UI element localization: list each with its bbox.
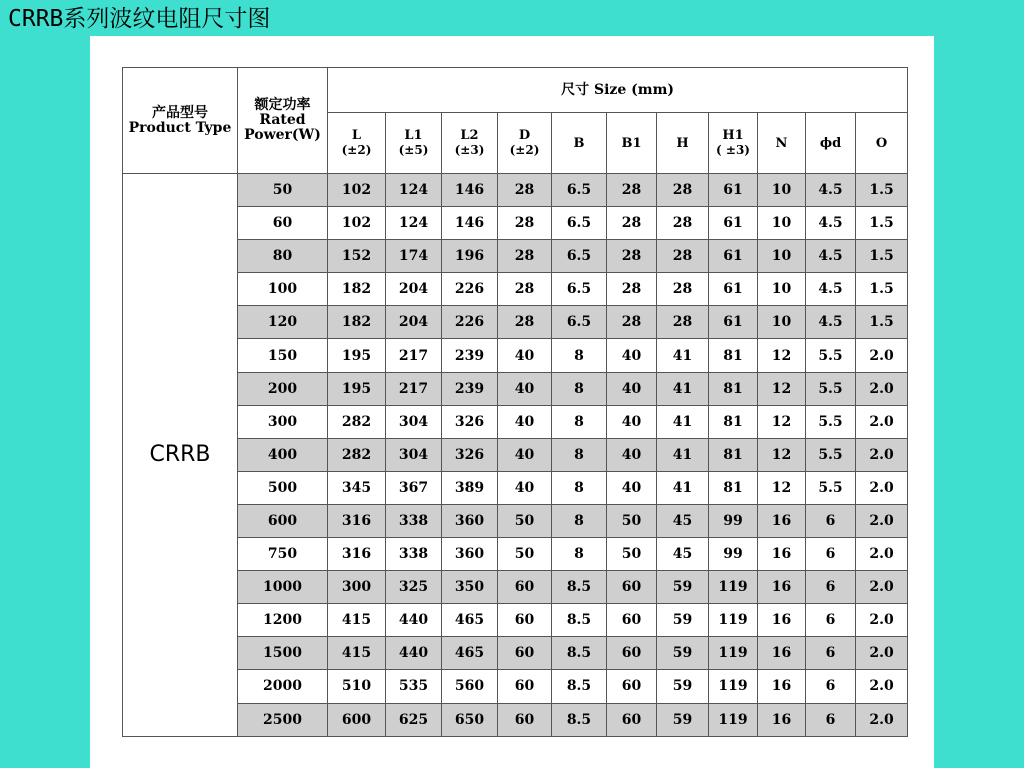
table-cell: 16 (758, 637, 806, 670)
column-header-name: H1 (722, 128, 744, 143)
table-cell: 10 (758, 306, 806, 339)
table-cell: 40 (498, 438, 552, 471)
rated-power-cell: 600 (238, 504, 328, 537)
table-cell: 239 (442, 372, 498, 405)
column-header-tolerance: (±5) (398, 143, 429, 157)
table-cell: 1.5 (856, 207, 908, 240)
table-cell: 440 (386, 637, 442, 670)
column-header-name: H (676, 135, 689, 151)
table-cell: 8.5 (552, 670, 607, 703)
table-cell: 41 (657, 372, 709, 405)
table-row (123, 339, 908, 372)
table-cell: 226 (442, 306, 498, 339)
table-cell: 350 (442, 571, 498, 604)
column-header-name: O (875, 135, 888, 151)
table-row (123, 372, 908, 405)
table-cell: 59 (657, 703, 709, 736)
table-cell: 41 (657, 438, 709, 471)
column-header-tolerance: ( ±3) (716, 143, 750, 157)
table-cell: 61 (709, 174, 758, 207)
table-cell: 465 (442, 637, 498, 670)
table-cell: 6.5 (552, 207, 607, 240)
table-cell: 99 (709, 504, 758, 537)
table-cell: 124 (386, 174, 442, 207)
table-cell: 59 (657, 604, 709, 637)
table-row (123, 306, 908, 339)
table-cell: 59 (657, 637, 709, 670)
table-cell: 2.0 (856, 571, 908, 604)
table-cell: 195 (328, 372, 386, 405)
table-cell: 50 (607, 504, 657, 537)
column-header-name: D (518, 128, 531, 143)
table-cell: 338 (386, 504, 442, 537)
table-cell: 650 (442, 703, 498, 736)
table-cell: 4.5 (806, 174, 856, 207)
table-row (123, 670, 908, 703)
table-cell: 8 (552, 438, 607, 471)
table-cell: 119 (709, 637, 758, 670)
table-cell: 625 (386, 703, 442, 736)
table-row (123, 637, 908, 670)
table-cell: 217 (386, 339, 442, 372)
table-cell: 304 (386, 405, 442, 438)
header-rated-power-cn: 额定功率 (254, 97, 311, 113)
column-header-name: B1 (621, 135, 642, 151)
table-cell: 217 (386, 372, 442, 405)
table-cell: 304 (386, 438, 442, 471)
table-cell: 4.5 (806, 273, 856, 306)
table-cell: 174 (386, 240, 442, 273)
table-row (123, 240, 908, 273)
table-cell: 1.5 (856, 273, 908, 306)
table-cell: 60 (498, 703, 552, 736)
column-header-7 (709, 113, 758, 174)
table-cell: 40 (498, 372, 552, 405)
table-cell: 8.5 (552, 571, 607, 604)
table-cell: 28 (498, 207, 552, 240)
table-cell: 119 (709, 604, 758, 637)
table-cell: 316 (328, 538, 386, 571)
table-row (123, 604, 908, 637)
table-cell: 16 (758, 604, 806, 637)
table-cell: 6 (806, 670, 856, 703)
table-cell: 8.5 (552, 604, 607, 637)
rated-power-cell: 750 (238, 538, 328, 571)
column-header-name: B (573, 135, 585, 151)
rated-power-cell: 300 (238, 405, 328, 438)
column-header-tolerance: (±3) (454, 143, 485, 157)
table-cell: 465 (442, 604, 498, 637)
table-cell: 345 (328, 471, 386, 504)
table-cell: 5.5 (806, 471, 856, 504)
table-cell: 59 (657, 571, 709, 604)
column-header-10 (856, 113, 908, 174)
table-cell: 316 (328, 504, 386, 537)
table-cell: 2.0 (856, 405, 908, 438)
table-cell: 40 (607, 471, 657, 504)
table-cell: 282 (328, 405, 386, 438)
rated-power-cell: 60 (238, 207, 328, 240)
table-cell: 40 (607, 339, 657, 372)
table-cell: 6.5 (552, 306, 607, 339)
table-cell: 326 (442, 405, 498, 438)
table-cell: 389 (442, 471, 498, 504)
table-row (123, 471, 908, 504)
table-cell: 28 (607, 273, 657, 306)
table-cell: 41 (657, 405, 709, 438)
table-cell: 60 (498, 637, 552, 670)
table-cell: 10 (758, 207, 806, 240)
table-cell: 16 (758, 538, 806, 571)
column-header-name: ϕd (819, 135, 842, 151)
table-row (123, 405, 908, 438)
column-header-2 (442, 113, 498, 174)
table-cell: 60 (607, 604, 657, 637)
table-cell: 28 (498, 306, 552, 339)
table-cell: 326 (442, 438, 498, 471)
size-table (122, 67, 908, 737)
table-cell: 2.0 (856, 471, 908, 504)
table-cell: 40 (607, 372, 657, 405)
table-cell: 16 (758, 504, 806, 537)
table-cell: 16 (758, 571, 806, 604)
table-cell: 8 (552, 372, 607, 405)
table-cell: 40 (498, 471, 552, 504)
product-type-cell: CRRB (123, 174, 238, 737)
table-cell: 2.0 (856, 438, 908, 471)
rated-power-cell: 1000 (238, 571, 328, 604)
table-cell: 415 (328, 604, 386, 637)
table-row (123, 174, 908, 207)
table-cell: 282 (328, 438, 386, 471)
table-cell: 535 (386, 670, 442, 703)
table-cell: 12 (758, 438, 806, 471)
column-header-4 (552, 113, 607, 174)
table-cell: 60 (607, 670, 657, 703)
rated-power-cell: 400 (238, 438, 328, 471)
table-cell: 2.0 (856, 538, 908, 571)
column-header-3 (498, 113, 552, 174)
table-cell: 40 (607, 405, 657, 438)
table-cell: 5.5 (806, 339, 856, 372)
table-cell: 2.0 (856, 339, 908, 372)
table-cell: 50 (498, 504, 552, 537)
table-row (123, 273, 908, 306)
table-cell: 59 (657, 670, 709, 703)
table-cell: 182 (328, 273, 386, 306)
table-cell: 81 (709, 438, 758, 471)
table-cell: 325 (386, 571, 442, 604)
table-cell: 4.5 (806, 240, 856, 273)
header-product-type (123, 68, 238, 174)
column-header-name: L2 (460, 128, 479, 143)
table-cell: 6.5 (552, 174, 607, 207)
column-header-9 (806, 113, 856, 174)
table-cell: 6 (806, 703, 856, 736)
table-cell: 600 (328, 703, 386, 736)
table-cell: 2.0 (856, 604, 908, 637)
table-cell: 16 (758, 670, 806, 703)
table-cell: 50 (607, 538, 657, 571)
header-rated-power-en2: Power(W) (244, 127, 321, 143)
table-cell: 60 (607, 703, 657, 736)
table-cell: 61 (709, 306, 758, 339)
table-cell: 41 (657, 339, 709, 372)
table-cell: 10 (758, 174, 806, 207)
table-cell: 2.0 (856, 504, 908, 537)
table-row (123, 538, 908, 571)
table-cell: 81 (709, 405, 758, 438)
table-cell: 440 (386, 604, 442, 637)
table-cell: 28 (607, 306, 657, 339)
table-cell: 4.5 (806, 207, 856, 240)
table-cell: 2.0 (856, 670, 908, 703)
table-cell: 8 (552, 405, 607, 438)
table-cell: 338 (386, 538, 442, 571)
table-cell: 81 (709, 372, 758, 405)
table-cell: 300 (328, 571, 386, 604)
table-cell: 195 (328, 339, 386, 372)
table-cell: 5.5 (806, 372, 856, 405)
column-header-0 (328, 113, 386, 174)
table-cell: 182 (328, 306, 386, 339)
table-cell: 28 (657, 174, 709, 207)
table-cell: 8 (552, 504, 607, 537)
table-cell: 10 (758, 240, 806, 273)
table-cell: 146 (442, 207, 498, 240)
rated-power-cell: 200 (238, 372, 328, 405)
column-header-6 (657, 113, 709, 174)
table-row (123, 438, 908, 471)
rated-power-cell: 150 (238, 339, 328, 372)
table-cell: 12 (758, 471, 806, 504)
table-row (123, 571, 908, 604)
table-cell: 28 (498, 240, 552, 273)
rated-power-cell: 80 (238, 240, 328, 273)
table-cell: 60 (607, 637, 657, 670)
header-rated-power (238, 68, 328, 174)
table-cell: 60 (498, 670, 552, 703)
column-header-name: L1 (404, 128, 423, 143)
table-cell: 60 (498, 571, 552, 604)
rated-power-cell: 2000 (238, 670, 328, 703)
table-cell: 239 (442, 339, 498, 372)
table-cell: 45 (657, 504, 709, 537)
table-cell: 360 (442, 538, 498, 571)
table-cell: 28 (657, 207, 709, 240)
table-cell: 204 (386, 306, 442, 339)
table-cell: 28 (607, 174, 657, 207)
table-row (123, 504, 908, 537)
table-cell: 5.5 (806, 438, 856, 471)
table-cell: 28 (657, 240, 709, 273)
header-product-type-en: Product Type (128, 119, 232, 136)
table-cell: 41 (657, 471, 709, 504)
table-cell: 146 (442, 174, 498, 207)
table-cell: 2.0 (856, 637, 908, 670)
table-cell: 4.5 (806, 306, 856, 339)
header-rated-power-en1: Rated (259, 112, 306, 128)
table-cell: 28 (498, 273, 552, 306)
column-header-1 (386, 113, 442, 174)
table-cell: 61 (709, 207, 758, 240)
column-header-name: N (775, 135, 788, 151)
table-cell: 196 (442, 240, 498, 273)
table-cell: 61 (709, 273, 758, 306)
rated-power-cell: 1500 (238, 637, 328, 670)
table-cell: 1.5 (856, 306, 908, 339)
rated-power-cell: 50 (238, 174, 328, 207)
table-cell: 28 (657, 306, 709, 339)
table-cell: 6.5 (552, 240, 607, 273)
table-cell: 204 (386, 273, 442, 306)
table-cell: 12 (758, 405, 806, 438)
column-header-5 (607, 113, 657, 174)
page-title: CRRB系列波纹电阻尺寸图 (8, 6, 271, 32)
table-cell: 102 (328, 207, 386, 240)
table-cell: 6 (806, 571, 856, 604)
table-cell: 1.5 (856, 240, 908, 273)
table-cell: 152 (328, 240, 386, 273)
table-cell: 560 (442, 670, 498, 703)
column-header-8 (758, 113, 806, 174)
table-cell: 102 (328, 174, 386, 207)
table-cell: 2.0 (856, 372, 908, 405)
table-cell: 61 (709, 240, 758, 273)
column-header-name: L (351, 128, 362, 143)
table-cell: 119 (709, 670, 758, 703)
table-cell: 119 (709, 703, 758, 736)
table-cell: 367 (386, 471, 442, 504)
table-cell: 28 (498, 174, 552, 207)
rated-power-cell: 1200 (238, 604, 328, 637)
header-size: 尺寸 Size (mm) (328, 68, 908, 113)
table-cell: 119 (709, 571, 758, 604)
header-product-type-cn: 产品型号 (152, 104, 208, 121)
table-cell: 6 (806, 538, 856, 571)
table-cell: 124 (386, 207, 442, 240)
table-cell: 28 (657, 273, 709, 306)
table-cell: 6 (806, 637, 856, 670)
table-cell: 12 (758, 339, 806, 372)
table-cell: 81 (709, 471, 758, 504)
table-cell: 226 (442, 273, 498, 306)
table-cell: 360 (442, 504, 498, 537)
table-cell: 8 (552, 339, 607, 372)
table-cell: 415 (328, 637, 386, 670)
rated-power-cell: 2500 (238, 703, 328, 736)
table-cell: 45 (657, 538, 709, 571)
table-cell: 12 (758, 372, 806, 405)
table-cell: 510 (328, 670, 386, 703)
rated-power-cell: 120 (238, 306, 328, 339)
table-row (123, 703, 908, 736)
column-header-tolerance: (±2) (341, 143, 372, 157)
table-cell: 81 (709, 339, 758, 372)
table-cell: 5.5 (806, 405, 856, 438)
table-cell: 16 (758, 703, 806, 736)
table-cell: 8 (552, 538, 607, 571)
column-header-tolerance: (±2) (509, 143, 540, 157)
table-cell: 8.5 (552, 703, 607, 736)
table-cell: 40 (498, 339, 552, 372)
table-row (123, 207, 908, 240)
table-cell: 8.5 (552, 637, 607, 670)
table-cell: 50 (498, 538, 552, 571)
table-cell: 6 (806, 504, 856, 537)
table-cell: 28 (607, 240, 657, 273)
table-cell: 40 (498, 405, 552, 438)
table-cell: 60 (607, 571, 657, 604)
table-cell: 6.5 (552, 273, 607, 306)
table-cell: 6 (806, 604, 856, 637)
table-cell: 99 (709, 538, 758, 571)
table-cell: 10 (758, 273, 806, 306)
rated-power-cell: 500 (238, 471, 328, 504)
table-cell: 60 (498, 604, 552, 637)
rated-power-cell: 100 (238, 273, 328, 306)
table-cell: 8 (552, 471, 607, 504)
table-cell: 1.5 (856, 174, 908, 207)
table-cell: 40 (607, 438, 657, 471)
table-cell: 28 (607, 207, 657, 240)
table-cell: 2.0 (856, 703, 908, 736)
